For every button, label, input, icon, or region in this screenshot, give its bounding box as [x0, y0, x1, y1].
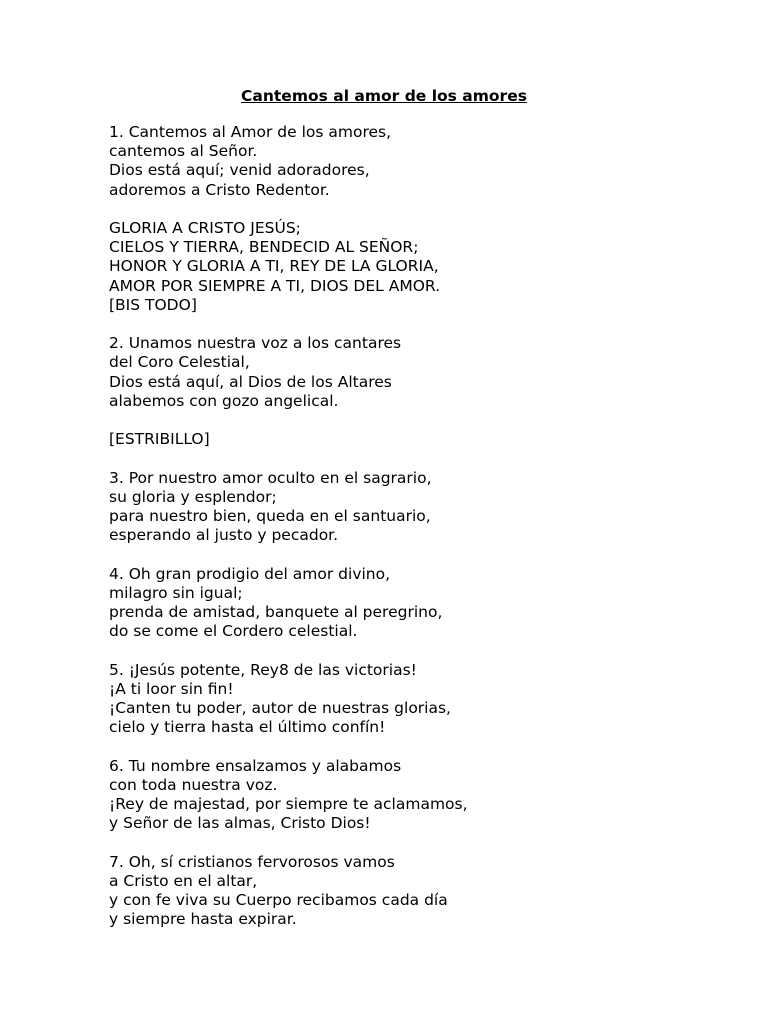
stanza-4	[109, 565, 729, 642]
document-title: Cantemos al amor de los amores	[241, 87, 527, 105]
lyric-line: [BIS TODO]	[109, 295, 197, 314]
lyric-line: 6. Tu nombre ensalzamos y alabamos	[109, 756, 402, 775]
stanza-3	[109, 469, 729, 546]
lyric-line: 5. ¡Jesús potente, Rey8 de las victorias!	[109, 660, 417, 679]
lyric-line: CIELOS Y TIERRA, BENDECID AL SEÑOR;	[109, 238, 419, 257]
lyrics-body	[109, 123, 729, 949]
lyric-line: adoremos a Cristo Redentor.	[109, 180, 330, 199]
lyric-line: con toda nuestra voz.	[109, 775, 278, 794]
lyric-line: cielo y tierra hasta el último confín!	[109, 718, 386, 737]
lyric-line: esperando al justo y pecador.	[109, 526, 339, 545]
lyric-line: 7. Oh, sí cristianos fervorosos vamos	[109, 852, 395, 871]
lyric-line: GLORIA A CRISTO JESÚS;	[109, 219, 301, 237]
chorus-marker	[109, 430, 729, 449]
lyric-line: 3. Por nuestro amor oculto en el sagrario,	[109, 468, 432, 487]
lyric-line: Dios está aquí; venid adoradores,	[109, 161, 370, 180]
lyric-line: ¡A ti loor sin fin!	[109, 679, 234, 698]
lyric-line: y con fe viva su Cuerpo recibamos cada día	[109, 891, 448, 909]
lyric-line: Dios está aquí, al Dios de los Altares	[109, 372, 392, 391]
lyric-line: y Señor de las almas, Cristo Dios!	[109, 814, 371, 833]
lyric-line: HONOR Y GLORIA A TI, REY DE LA GLORIA,	[109, 257, 439, 276]
lyric-line: prenda de amistad, banquete al peregrino,	[109, 603, 443, 621]
lyric-line: milagro sin igual;	[109, 583, 243, 602]
chorus	[109, 219, 729, 315]
lyric-line: 2. Unamos nuestra voz a los cantares	[109, 334, 402, 353]
lyric-line: cantemos al Señor.	[109, 142, 258, 161]
lyric-line: y siempre hasta expirar.	[109, 910, 297, 929]
lyric-line: ¡Rey de majestad, por siempre te aclamamos,	[109, 795, 468, 813]
stanza-6	[109, 757, 729, 834]
lyric-line: 4. Oh gran prodigio del amor divino,	[109, 564, 391, 583]
stanza-7	[109, 853, 729, 930]
lyric-line: su gloria y esplendor;	[109, 487, 277, 506]
stanza-5	[109, 661, 729, 738]
lyric-line: 1. Cantemos al Amor de los amores,	[109, 123, 392, 141]
lyric-line: alabemos con gozo angelical.	[109, 391, 339, 410]
lyric-line: para nuestro bien, queda en el santuario,	[109, 507, 431, 525]
lyric-line: do se come el Cordero celestial.	[109, 622, 358, 641]
lyric-line: [ESTRIBILLO]	[109, 430, 210, 449]
stanza-1	[109, 123, 729, 200]
lyric-line: AMOR POR SIEMPRE A TI, DIOS DEL AMOR.	[109, 276, 441, 295]
stanza-2	[109, 334, 729, 411]
lyric-line: ¡Canten tu poder, autor de nuestras glorias,	[109, 699, 451, 717]
lyric-line: a Cristo en el altar,	[109, 871, 258, 890]
lyric-line: del Coro Celestial,	[109, 353, 250, 372]
